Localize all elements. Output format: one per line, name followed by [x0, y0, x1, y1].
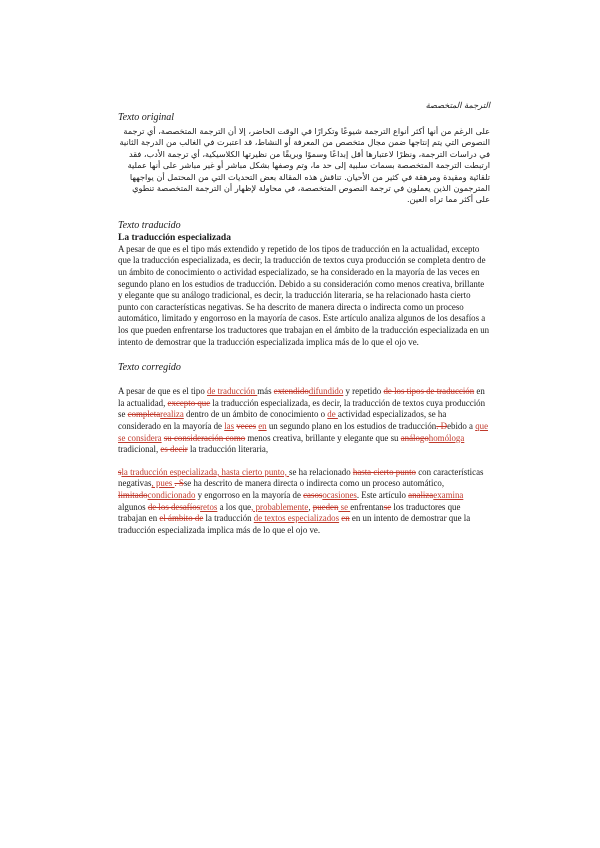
text-run: , [308, 501, 313, 512]
text-run: enfrentan [350, 501, 384, 512]
text-run: a los que [217, 501, 252, 512]
text-run: se ha relacionado [289, 466, 353, 477]
text-run: más [257, 386, 274, 397]
document-content [118, 100, 490, 536]
tracked-deletion: su consideración como [163, 432, 246, 443]
tracked-insertion: la traducción especializada, hasta cierto punto, [121, 466, 290, 477]
tracked-deletion: . S [174, 478, 184, 489]
tracked-deletion: el ámbito de [159, 513, 204, 524]
tracked-deletion: . D [436, 420, 448, 431]
tracked-insertion: de [327, 409, 338, 420]
tracked-deletion: de los tipos de traducción [383, 386, 475, 397]
text-run: la traducción [203, 513, 254, 524]
text-run: en un intento de demostrar que la traducción especializada implica más de lo que el ojo ve. [118, 513, 471, 535]
tracked-deletion: s [118, 466, 122, 477]
tracked-insertion: ocasiones [322, 489, 357, 500]
tracked-deletion: casos [303, 489, 323, 500]
tracked-insertion: se [338, 501, 351, 512]
tracked-insertion: difundido [308, 386, 344, 397]
tracked-deletion: completa [127, 409, 161, 420]
tracked-deletion: excepto que [167, 397, 211, 408]
arabic-paragraph: على الرغم من أنها أكثر أنواع الترجمة شيوعًا وتكرارًا في الوقت الحاضر، إلا أن الترجمة المتخصصة، أي ترجمة النصوص التي يتم إنتاجها ضمن مجال متخصص من المعرفة أو النشاط، قد اعتبرت في الغالب من الدرجة الثانية في دراسات الترجمة، ونظرًا لاعتبارها أقل إبداعًا وسموًا وبريقًا من نظيرتها الكلاسيكية، أي ترجمة الأدب، فقد ارتبطت الترجمة المتخصصة بسمات سلبية إلى حد ما، وتم وصفها بشكل مباشر أو غير مباشر على أنها عملية تلقائية ومقيدة ومرهقة في كثير من الأحيان. تناقش هذه المقالة بعض التحديات التي من المحتمل أن يواجهها المترجمون الذين يعملون في ترجمة النصوص المتخصصة، في محاولة لإظهار أن الترجمة المتخصصة تنطوي على أكثر مما تراه العين. [119, 126, 490, 205]
text-run: algunos [118, 501, 148, 512]
text-run: en la actualidad, [118, 386, 485, 408]
text-run: la traducción especializada, es decir, la traducción de textos cuya producción se [118, 397, 486, 420]
corrected-heading: Texto corregido [118, 362, 181, 374]
tracked-insertion: retos [200, 501, 218, 512]
tracked-insertion: que se considera [118, 420, 489, 443]
tracked-deletion: en [341, 513, 350, 524]
tracked-insertion: de textos especializados [253, 513, 340, 524]
corrected-paragraph-1 [118, 386, 490, 456]
tracked-deletion: analiza [408, 489, 434, 500]
text-run: y repetido [343, 386, 384, 397]
text-run: se ha descrito de manera directa o indirecta como un proceso automático, [183, 478, 445, 489]
tracked-insertion: realiza [160, 409, 184, 420]
tracked-deletion: análogo [400, 432, 429, 443]
text-run: A pesar de que es el tipo [118, 386, 207, 397]
corrected-paragraph-2 [118, 467, 490, 537]
text-run: un segundo plano en los estudios de traducción [266, 420, 437, 431]
tracked-deletion: veces [236, 420, 257, 431]
tracked-insertion: , pues [151, 478, 175, 489]
tracked-deletion: se [383, 501, 392, 512]
tracked-deletion: pueden [312, 501, 339, 512]
translated-heading: Texto traducido [118, 219, 181, 231]
translated-title: La traducción especializada [118, 232, 231, 243]
text-run: dentro de un ámbito de conocimiento o [183, 409, 328, 420]
text-run: la traducción literaria, [187, 444, 269, 455]
tracked-deletion: hasta cierto punto [352, 466, 416, 477]
original-heading: Texto original [118, 112, 175, 123]
text-run: y engorroso en la mayoría de [195, 489, 304, 500]
tracked-insertion: examina [433, 489, 464, 500]
text-run: tradicional, [118, 444, 161, 455]
tracked-deletion: extendido [273, 386, 309, 397]
original-section [118, 100, 490, 111]
tracked-insertion: homóloga [428, 432, 465, 443]
arabic-title: الترجمة المتخصصة [425, 100, 490, 110]
tracked-insertion: de traducción [206, 386, 258, 397]
text-run: los traductores que trabajan en [118, 501, 461, 524]
translated-paragraph: A pesar de que es el tipo más extendido y repetido de los tipos de traducción en la actualidad, excepto que la traducción especializada, es decir, la traducción de textos cuya producción se completa dentro de un ámbito de conocimiento o actividad especializado, se ha considerado en la mayoría de las veces en segundo plano en los estudios de traducción. Debido a su consideración como menos creativa, brillante y elegante que su análogo tradicional, es decir, la traducción literaria, se ha relacionado hasta cierto punto con características negativas. Se ha descrito de manera directa o indirecta como un proceso automático, limitado y engorroso en la mayoría de casos. Este artículo analiza algunos de los desafíos a los que pueden enfrentarse los traductores que trabajan en el ámbito de la traducción especializada en un intento de demostrar que la traducción especializada implica más de lo que el ojo ve. [118, 243, 490, 347]
text-run: . Este artículo [356, 489, 409, 500]
tracked-deletion: de los desafíos [147, 501, 201, 512]
text-run: con características negativas [118, 466, 484, 489]
tracked-insertion: condicionado [147, 489, 196, 500]
tracked-deletion: limitado [118, 489, 148, 500]
tracked-insertion: las [224, 420, 235, 431]
text-run: actividad especializados, se ha considerado en la mayoría de [118, 409, 447, 431]
text-run: ebido a [447, 420, 476, 431]
tracked-deletion: es decir [160, 444, 188, 455]
tracked-insertion: en [258, 420, 267, 431]
text-run: menos creativa, brillante y elegante que su [245, 432, 401, 443]
tracked-insertion: , probablemente [251, 501, 309, 512]
